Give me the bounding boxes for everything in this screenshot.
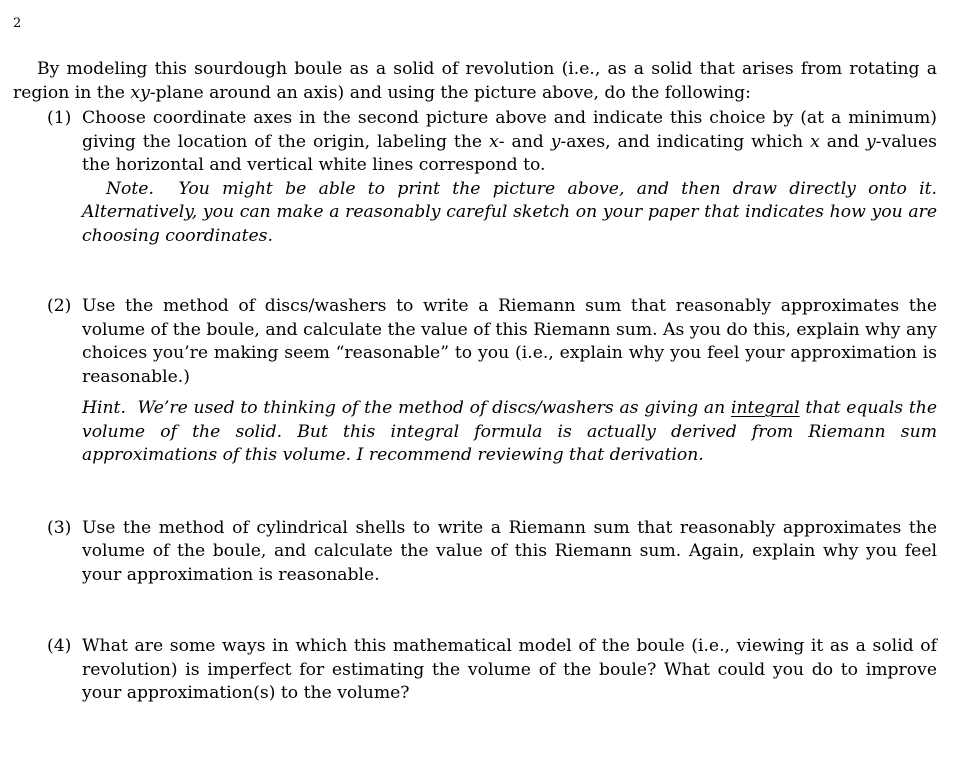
task-item-1 (13, 107, 937, 248)
task-item-3 (13, 517, 937, 588)
math-x: x (810, 131, 820, 152)
task-text-segment: and (819, 131, 866, 152)
task-text-segment: -values the horizontal and vertical white lines correspond to. (82, 131, 937, 175)
task-text: Use the method of cylindrical shells to write a Riemann sum that reasonably approximates the volume of the boule, and calculate the value of this Riemann sum. Again, explain why you feel your approximation is reasonable. (82, 517, 937, 585)
task-text: Use the method of discs/washers to write a Riemann sum that reasonably approximates the volume of the boule, and calculate the value of this Riemann sum. As you do this, explain why any choices you’re making seem “reasonable” to you (i.e., explain why you feel your approximation is reasonable.) (82, 296, 938, 387)
task-number: (3) (47, 517, 72, 538)
math-y: y (550, 131, 561, 152)
task-number: (2) (47, 296, 72, 316)
hint-body-before: We’re used to thinking of the method of discs/washers as giving an (137, 398, 731, 418)
task-number: (1) (47, 108, 72, 128)
note-body: You might be able to print the picture above, and then draw directly onto it. Alternatively, you can make a reasonably careful sketch on your paper that indicates how you are choosing coordinates. (82, 178, 937, 246)
task-text-segment: -axes, and indicating which (560, 131, 811, 152)
math-xy: xy (130, 82, 150, 103)
hint-lead: Hint. (82, 398, 126, 418)
math-y: y (865, 131, 876, 152)
page-number: 2 (13, 16, 22, 31)
task-item-2 (13, 295, 937, 468)
task-text-segment: - and (498, 131, 551, 152)
task-text (82, 107, 937, 178)
note-lead: Note. (106, 178, 154, 199)
hint-body-after: that equals the volume of the solid. But this integral formula is actually derived from Riemann sum approximations of this volume. I recommend reviewing that derivation. (82, 398, 937, 465)
intro-paragraph (13, 58, 937, 105)
hint-remark (82, 397, 937, 468)
math-x: x (489, 131, 499, 152)
task-item-4 (13, 635, 937, 706)
document-body (13, 58, 937, 706)
task-text: What are some ways in which this mathematical model of the boule (i.e., viewing it as a solid of revolution) is imperfect for estimating the volume of the boule? What could you do to improve your approximation(s) to the volume? (82, 636, 937, 703)
intro-text-part1: By modeling this sourdough boule as a solid of revolution (i.e., as a solid that arises from rotating a region in the (13, 59, 937, 103)
note-remark (82, 178, 937, 249)
hint-underlined-word: integral (730, 398, 800, 418)
intro-text-part2: -plane around an axis) and using the picture above, do the following: (149, 82, 751, 103)
task-list (13, 107, 937, 706)
task-number: (4) (47, 636, 72, 656)
task-text-segment: Choose coordinate axes in the second picture above and indicate this choice by (at a minimum) giving the location of the origin, labeling the (82, 108, 937, 152)
